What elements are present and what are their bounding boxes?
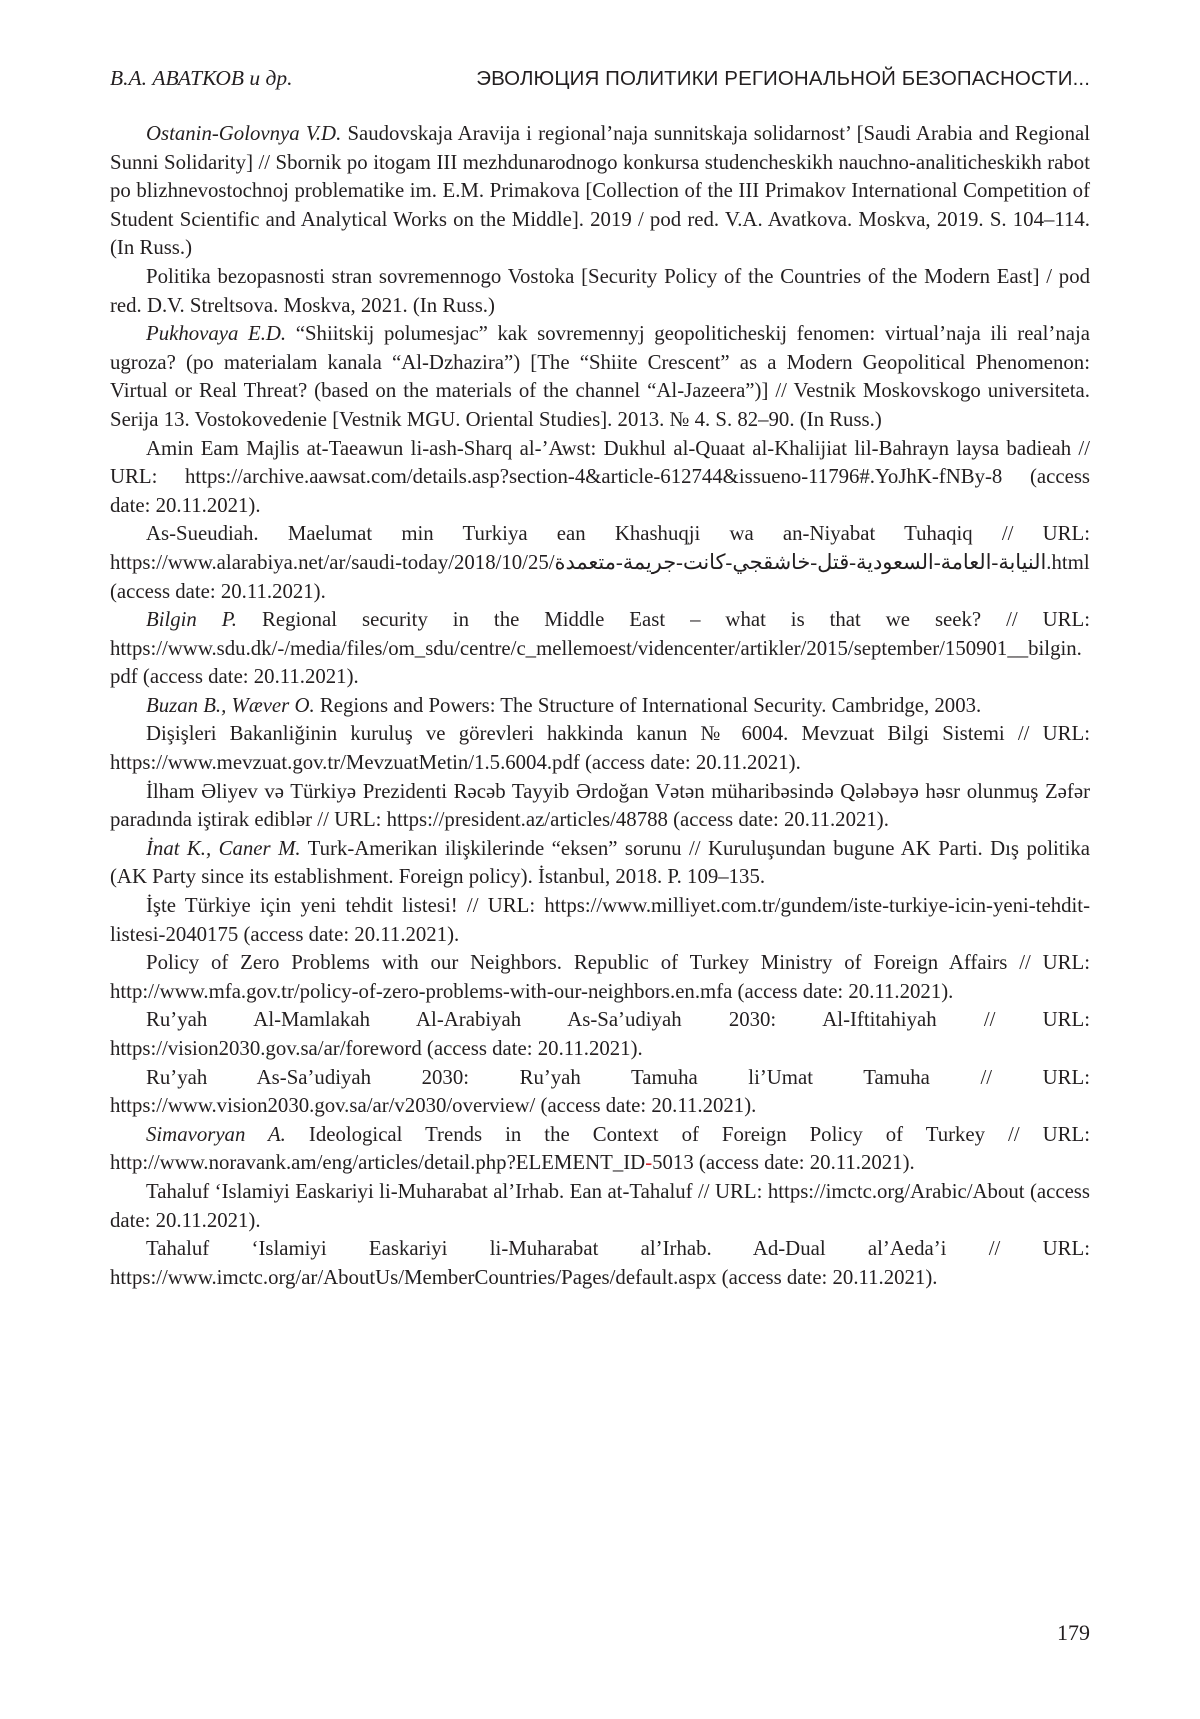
reference-entry xyxy=(110,692,1090,721)
reference-text: Dişişleri Bakanliğinin kuruluş ve görevleri hakkinda kanun № 6004. Mevzuat Bilgi Sistemi // URL: https://www.mevzuat.gov.tr/MevzuatMetin/1.5.6004.pdf (access date: 20.11.2021). xyxy=(110,722,1090,774)
reference-entry xyxy=(110,606,1090,692)
highlighted-hyphen: - xyxy=(645,1151,652,1174)
reference-text: Politika bezopasnosti stran sovremennogo Vostoka [Security Policy of the Countries of the Modern East] / pod red. D.V. Streltsova. Moskva, 2021. (In Russ.) xyxy=(110,265,1090,317)
reference-text: İşte Türkiye için yeni tehdit listesi! // URL: https://www.milliyet.com.tr/gundem/iste-turkiye-icin-yeni-tehdit-listesi-2040175 (access date: 20.11.2021). xyxy=(110,894,1090,946)
reference-text: Turk-Amerikan ilişkilerinde “eksen” sorunu // Kuruluşundan bugune AK Parti. Dış politika (AK Party since its establishment. Foreign policy). İstanbul, 2018. P. 109–135. xyxy=(110,837,1090,889)
reference-entry xyxy=(110,1121,1090,1178)
reference-text: Tahaluf ‘Islamiyi Easkariyi li-Muharabat al’Irhab. Ad-Dual al’Aeda’i // URL: https://www.imctc.org/ar/AboutUs/MemberCountries/Pages/default.aspx (access date: 20.11.2021). xyxy=(110,1237,1090,1289)
reference-entry xyxy=(110,949,1090,1006)
reference-entry xyxy=(110,120,1090,263)
reference-text: Tahaluf ‘Islamiyi Easkariyi li-Muharabat al’Irhab. Ean at-Tahaluf // URL: https://imctc.org/Arabic/About (access date: 20.11.2021). xyxy=(110,1180,1090,1232)
page-number: 179 xyxy=(1057,1620,1090,1646)
reference-entry xyxy=(110,1064,1090,1121)
reference-text: Ideological Trends in the Context of Foreign Policy of Turkey // URL: http://www.noravank.am/eng/articles/detail.php?ELEMENT_ID xyxy=(110,1123,1090,1175)
reference-entry xyxy=(110,1235,1090,1292)
reference-entry xyxy=(110,720,1090,777)
reference-list xyxy=(110,120,1090,1292)
reference-entry xyxy=(110,778,1090,835)
reference-text: Policy of Zero Problems with our Neighbors. Republic of Turkey Ministry of Foreign Affairs // URL: http://www.mfa.gov.tr/policy-of-zero-problems-with-our-neighbors.en.mfa (access date: 20.11.2021). xyxy=(110,951,1090,1003)
running-head-authors: В.А. АВАТКОВ и др. xyxy=(110,66,293,91)
reference-author: İnat K., Caner M. xyxy=(146,837,301,860)
reference-author: Ostanin-Golovnya V.D. xyxy=(146,122,341,145)
reference-author: Buzan B., Wæver O. xyxy=(146,694,315,717)
reference-entry xyxy=(110,263,1090,320)
running-head xyxy=(110,66,1090,96)
reference-author: Pukhovaya E.D. xyxy=(146,322,286,345)
reference-text-after: 5013 (access date: 20.11.2021). xyxy=(652,1151,915,1174)
reference-author: Bilgin P. xyxy=(146,608,237,631)
reference-text: Ru’yah As-Sa’udiyah 2030: Ru’yah Tamuha li’Umat Tamuha // URL: https://www.vision2030.gov.sa/ar/v2030/overview/ (access date: 20.11.2021). xyxy=(110,1066,1090,1118)
reference-text: Amin Eam Majlis at-Taeawun li-ash-Sharq al-’Awst: Dukhul al-Quaat al-Khalijiat lil-Bahrayn laysa badieah // URL: https://archive.aawsat.com/details.asp?section-4&article-612744&issueno-11796#.YoJhK-fNBy-8 (access date: 20.11.2021). xyxy=(110,437,1090,517)
reference-text: Regional security in the Middle East – what is that we seek? // URL: https://www.sdu.dk/-/media/files/om_sdu/centre/c_mellemoest/videncenter/artikler/2015/september/150901__bilgin.pdf (access date: 20.11.2021). xyxy=(110,608,1090,688)
reference-entry xyxy=(110,892,1090,949)
running-head-title: ЭВОЛЮЦИЯ ПОЛИТИКИ РЕГИОНАЛЬНОЙ БЕЗОПАСНОСТИ... xyxy=(476,67,1090,91)
reference-entry xyxy=(110,435,1090,521)
reference-text: As-Sueudiah. Maelumat min Turkiya ean Khashuqji wa an-Niyabat Tuhaqiq // URL: https://www.alarabiya.net/ar/saudi-today/2018/10/25/النيابة-العامة-السعودية-قتل-خاشقجي-كانت-جريمة-متعمدة.html (access date: 20.11.2021). xyxy=(110,522,1090,602)
reference-text: Ru’yah Al-Mamlakah Al-Arabiyah As-Sa’udiyah 2030: Al-Iftitahiyah // URL: https://vision2030.gov.sa/ar/foreword (access date: 20.11.2021). xyxy=(110,1008,1090,1060)
reference-text: İlham Əliyev və Türkiyə Prezidenti Rəcəb Tayyib Ərdoğan Vətən müharibəsində Qələbəyə həsr olunmuş Zəfər paradında iştirak ediblər // URL: https://president.az/articles/48788 (access date: 20.11.2021). xyxy=(110,780,1090,832)
reference-entry xyxy=(110,1178,1090,1235)
reference-entry xyxy=(110,1006,1090,1063)
reference-entry xyxy=(110,320,1090,434)
reference-entry xyxy=(110,835,1090,892)
reference-entry xyxy=(110,520,1090,606)
reference-text: Saudovskaja Aravija i regional’naja sunnitskaja solidarnost’ [Saudi Arabia and Regional Sunni Solidarity] // Sbornik po itogam III mezhdunarodnogo konkursa studencheskikh nauchno-analiticheskikh rabot po blizhnevostochnoj problematike im. E.M. Primakova [Collection of the III Primakov International Competition of Student Scientific and Analytical Works on the Middle]. 2019 / pod red. V.A. Avatkova. Moskva, 2019. S. 104–114. (In Russ.) xyxy=(110,122,1090,259)
reference-text: “Shiitskij polumesjac” kak sovremennyj geopoliticheskij fenomen: virtual’naja ili real’naja ugroza? (po materialam kanala “Al-Dzhazira”) [The “Shiite Crescent” as a Modern Geopolitical Phenomenon: Virtual or Real Threat? (based on the materials of the channel “Al-Jazeera”)] // Vestnik Moskovskogo universiteta. Serija 13. Vostokovedenie [Vestnik MGU. Oriental Studies]. 2013. № 4. S. 82–90. (In Russ.) xyxy=(110,322,1090,431)
reference-text: Regions and Powers: The Structure of International Security. Cambridge, 2003. xyxy=(315,694,982,717)
reference-author: Simavoryan A. xyxy=(146,1123,286,1146)
